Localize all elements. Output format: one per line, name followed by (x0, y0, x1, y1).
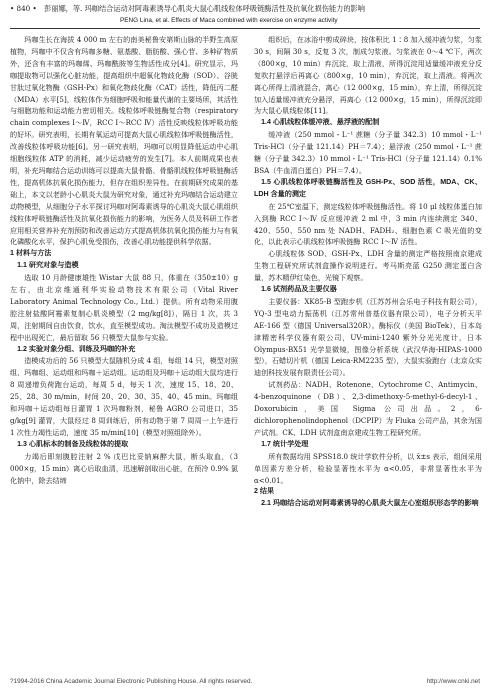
paragraph: 组织后，在冰浴中剪成碎块，按体积比 1∶8 加入缓冲液匀浆，匀浆 30 s，间隔 30 s，反复 3 次，制成匀浆液。匀浆液在 0～4 ℃下，两次（800×g，10 min）弃沉淀，取上清液，所得沉淀用适量缓冲液充分反复吹打悬浮后再离心（800×g，10 min），弃沉淀，取上清液。将两次离心所得上清液混合，离心（12 000×g，15 min），弃上清，所得沉淀加入适量缓冲液充分悬浮，再离心（12 000×g，15 min），所得沉淀即为大鼠心肌线粒体[11]。 (254, 35, 482, 116)
section-heading: 1.7 统计学处理 (261, 439, 309, 448)
section-heading: 2 结果 (254, 487, 275, 496)
section-heading: 1 材料与方法 (10, 249, 52, 258)
running-header (10, 4, 478, 16)
right-column (254, 34, 482, 510)
footer-url[interactable]: http://www.cnki.net (426, 678, 480, 685)
paragraph: 在 25℃室温下，测定线粒体呼吸链酶活性。将 10 μl 线粒体蛋白加入到酶 RCC Ⅰ～Ⅳ 反应缓冲液 2 ml 中，3 min 内连续测定 340、420、550、550 nm 处 NADH、FADH₂、细胞色素 C 吸光值的变化，以此表示心肌线粒体呼吸链酶 RCC Ⅰ～Ⅳ 活性。 (254, 201, 482, 247)
paragraph: 选取 10 月龄健康雄性 Wistar 大鼠 88 只，体重在（350±10）g 左右，由北京维通利华实验动物技术有限公司（Vital River Laboratory Animal Technology Co., Ltd.）提供。所有动物采用腹腔注射盐酸阿霉素复制心肌炎模型（2 mg/kg[8]），隔日 1 次，共 3 周，注射期间自由饮食，饮水，直至模型成功。淘汰模型不成功及造模过程中出现死亡，最后留取 56 只模型大鼠参与实验。 (10, 273, 238, 342)
header-title-en: PENG Lina, et al. Effects of Maca combined with exercise on enzyme activity (120, 17, 338, 24)
paragraph: 造模成功后的 56 只模型大鼠随机分成 4 组，每组 14 只，模型对照组、玛咖组、运动组和玛咖＋运动组。运动组及玛咖＋运动组大鼠均进行 8 周递增负荷跑台运动，每周 5 d，每天 1 次，速度 15、18、20、25、28、30 m/min，时间 20、20、30、35、40、45 min。玛咖组和玛咖＋运动组每日灌胃 1 次玛咖粉剂，秘鲁 AGRO 公司进口，35 g/kg[9] 灌胃，大鼠经过 8 周训练后，所有动物于第 7 周周一上午进行 1 次性力竭性运动，速度 35 m/min[10]（模型对照组除外）。 (10, 356, 238, 437)
section-heading: 1.4 心肌线粒体缓冲液、悬浮液的配制 (261, 118, 380, 127)
header-rule (10, 28, 480, 29)
section-heading: 1.6 试剂药品及主要仪器 (261, 285, 337, 294)
copyright-notice: ?1994-2016 China Academic Journal Electronic Publishing House. All rights reserved. (10, 678, 253, 685)
paragraph: 主要仪器：XK85-B 型跑步机（江苏苏州会乐电子科技有限公司），YQ-3 型电动力振荡机（江苏常州普基仪器有限公司），电子分析天平 AE-166 型（德国 Universal320R）。酶标仪（美国 BioTek），日本岛津精密科学仪器有限公司，UV-mini-1240 紫外分光光度计，日本 Olympus-BX51 光学显微镜，图像分析系统（武汉华海-HIPAS-1000 型），石蜡切片机（德国 Leica-RM2235 型），大鼠实验跑台（北京众实迪创科技发展有限责任公司）。 (254, 296, 482, 378)
section-heading: 1.1 研究对象与造模 (17, 261, 79, 270)
paragraph: 力竭后即刻腹腔注射 2 % 戊巴比妥钠麻醉大鼠，断头取血，（3 000×g，15 min）离心后取血清，迅速解剖取出心脏，在预冷 0.9% 氯化钠中，除去结缔 (10, 451, 238, 485)
paragraph: 玛咖生长在海拔 4 000 m 左右的南美秘鲁安第斯山脉的半野生高原植物，玛咖中不仅含有玛咖多糖、氨基酸、脂肪酸、强心苷、多种矿物质外，还含有丰富的玛咖烯、玛咖酰胺等生物活性成分[4]。研究显示，玛咖提取物可以强化心脏功能，提高组织中超氧化物歧化酶（SOD）、谷胱甘肽过氧化物酶（GSH-Px）和氧化物歧化酶（CAT）活性，降低丙二醛（MDA）水平[5]，线粒体作为细胞呼吸和能量代谢的主要场所，其活性与细胞功能和运动能力密切相关。线粒体呼吸链酶复合物（respiratory chain complexes Ⅰ～Ⅳ，RCC Ⅰ～RCC Ⅳ）活性反映线粒体呼吸功能的好坏。研究表明，长期有氧运动可提高大鼠心肌线粒体呼吸链酶活性，改善线粒体呼吸功能[6]。另一研究表明，玛咖可以明显降低运动中心肌细胞线粒体 ATP 的消耗，减少运动疲劳的发生[7]。本人前期成果也表明，补充玛咖结合运动训练可以提高大鼠骨骼、骨骼肌线粒体呼吸链酶活性，提高机体抗氧化损伤能力，但存在组织差异性。在前期研究成果的基础上，本文以老龄小心肌炎大鼠为研究对象，通过补充玛咖结合运动建立动物模型，从细胞分子水平探讨玛咖对阿毒素诱导的心肌炎大鼠心肌组织线粒体呼吸链酶活性及抗氧化损伤能力的影响，为医务人员及科研工作者应用相关营养补充剂预防和改善运动方式提高机体抗氧化损伤能力与有氧化磷酸化水平，保护心肌免受损伤，改善心肌功能提供科学依据。 (10, 35, 238, 247)
section-heading: 1.3 心肌标本的制备及线粒体的提取 (17, 439, 129, 448)
footer (10, 678, 480, 685)
page-number: • 840 • (10, 4, 37, 13)
paragraph: 缓冲液（250 mmol・L⁻¹ 蔗糖（分子量 342.3）10 mmol・L⁻¹ Tris-HCl（分子量 121.14）PH＝7.4）；悬浮液（250 mmol・L⁻¹ 蔗糖（分子量 342.3）10 mmol・L⁻¹ Tris-HCl（分子量 121.14）0.1% BSA（牛血清白蛋白）PH＝7.4）。 (254, 130, 482, 175)
section-heading: 2.1 玛咖结合运动对阿毒素诱导的心肌炎大鼠左心室组织形态学的影响 (261, 499, 479, 508)
paragraph: 所有数据均用 SPSS18.0 统计学软件分析，以 x̄±s 表示，组间采用单因素方差分析，检验显著性水平为 α<0.05，非常显著性水平为 α<0.01。 (254, 451, 482, 485)
section-heading: 1.5 心肌线粒体呼吸链酶活性及 GSH-Px、SOD 活性，MDA、CK、LDH 含量的测定 (254, 177, 482, 198)
header-title-cn: 彭丽娜，等. 玛咖结合运动对阿毒素诱导心肌炎大鼠心肌线粒体呼吸链酶活性及抗氧化损伤能力的影响 (44, 4, 365, 13)
left-column (10, 34, 238, 486)
section-heading: 1.2 实验对象分组、训练及玛咖的补充 (17, 344, 136, 353)
paragraph: 心肌线粒体 SOD、GSH-Px、LDH 含量的测定严格按照南京建成生物工程研究所试剂盒操作说明进行。考马斯亮蓝 G250 测定蛋白含量，苏木精伊红染色，光镜下观察。 (254, 249, 482, 283)
paragraph: 试剂药品：NADH、Rotenone、Cytochrome C、Antimycin、4-benzoquinone（DB）、2,3-dimethoxy-5-methyl-6-decyl-1、Doxorubicin，美国 Sigma 公司出品。2，6-dichlorophenolindophenol（DCPIP）为 Fluka 公司产品，其余为国产试剂。CK、LDH 试剂盒南京建成生物工程研究所。 (254, 380, 482, 437)
